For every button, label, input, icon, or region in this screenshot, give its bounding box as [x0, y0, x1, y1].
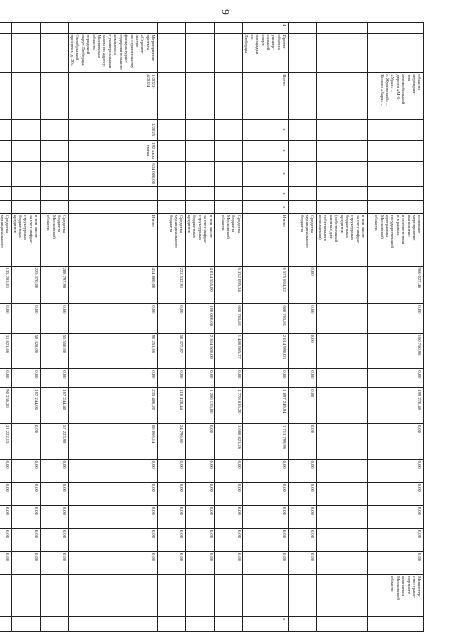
table-cell — [316, 161, 367, 186]
table-row — [185, 23, 214, 632]
table-cell — [185, 119, 214, 140]
table-cell — [316, 575, 367, 617]
table-cell — [316, 23, 367, 34]
table-cell: 1 688 823,26 — [215, 423, 243, 459]
table-cell: 167 244,40 — [40, 388, 68, 424]
table-cell — [40, 73, 68, 119]
table-cell: 31 222,15 — [0, 423, 11, 459]
table-cell — [0, 33, 11, 73]
table-cell: 0,00 — [40, 505, 68, 528]
table-cell: 118 428,44 — [157, 388, 185, 424]
table-cell: 0,00 — [69, 304, 158, 333]
table-cell — [185, 161, 214, 186]
table-cell: в том числе за счет инфра- структурных бюджетных кредитов — [11, 214, 40, 266]
table-cell: 0,00 — [243, 528, 288, 551]
table-cell — [367, 161, 423, 186]
table-cell: 1/2023- 4/2024 — [69, 73, 158, 119]
table-cell: 0,00 — [288, 528, 316, 551]
table-cell — [185, 73, 214, 119]
table-cell: 0,00 — [243, 482, 288, 505]
table-cell — [11, 161, 40, 186]
table-cell — [367, 23, 423, 34]
table-cell — [157, 23, 185, 34]
table-cell: 0,00 — [11, 369, 40, 388]
table-cell — [243, 575, 288, 617]
table-cell — [288, 201, 316, 214]
table-cell: 100 000,00 — [185, 304, 214, 333]
table-cell: 0,00 — [69, 552, 158, 575]
table-cell: 0,00 — [157, 528, 185, 551]
table-cell: 0,00 — [215, 528, 243, 551]
table-cell: Средства муниципального — [0, 214, 11, 266]
table-cell — [0, 186, 11, 201]
table-row — [69, 23, 158, 632]
table-cell — [316, 333, 367, 369]
table-row — [0, 23, 11, 632]
table-cell: 0,00 — [215, 369, 243, 388]
table-cell: 57 223,98 — [40, 423, 68, 459]
table-cell: 0,00 — [11, 459, 40, 482]
table-cell — [11, 201, 40, 214]
table-cell: 199 270,48 — [367, 388, 423, 424]
table-cell: 0,00 — [69, 459, 158, 482]
table-cell: 0,00 — [367, 423, 423, 459]
table-cell: 235 480,20 — [69, 388, 158, 424]
table-cell: 0,00 — [157, 482, 185, 505]
table-cell — [316, 33, 367, 73]
table-cell: 0,00 — [185, 552, 214, 575]
table-cell: 55 550,00 — [40, 333, 68, 369]
table-cell — [11, 575, 40, 617]
table-cell — [367, 617, 423, 632]
table-cell: 0,00 — [11, 505, 40, 528]
table-cell: 0,00 — [40, 459, 68, 482]
table-cell: 0,00 — [157, 369, 185, 388]
table-cell — [69, 617, 158, 632]
table-row — [40, 23, 68, 632]
table-cell — [11, 119, 40, 140]
table-cell: 1/2025 — [69, 119, 158, 140]
table-cell — [0, 73, 11, 119]
table-cell: 0,00 — [11, 304, 40, 333]
table-cell: Средства муниципального бюджета — [157, 214, 185, 266]
table-cell — [215, 575, 243, 617]
table-cell: 600 765,81 — [243, 304, 288, 333]
table-cell — [316, 119, 367, 140]
table-cell: 0,00 — [288, 482, 316, 505]
table-cell — [157, 140, 185, 161]
table-cell — [185, 140, 214, 161]
table-cell: 0,00 — [367, 369, 423, 388]
table-cell — [215, 119, 243, 140]
table-cell: Средства бюджета Московской области — [40, 214, 68, 266]
table-cell: 0,00 — [185, 369, 214, 388]
table-row — [367, 23, 423, 632]
table-cell: 0,00 — [288, 304, 316, 333]
table-cell: 0,00 — [157, 505, 185, 528]
table-row — [215, 23, 243, 632]
table-cell — [316, 73, 367, 119]
table-cell: 192 кв.м смена — [69, 140, 158, 161]
table-row — [11, 23, 40, 632]
table-cell — [157, 33, 185, 73]
table-cell: 0,00 — [288, 505, 316, 528]
table-cell: 0,00 — [215, 482, 243, 505]
table-cell: 0,00 — [0, 369, 11, 388]
table-cell: 167 244,00 — [11, 388, 40, 424]
rotated-table-container — [0, 22, 424, 632]
table-cell: х — [243, 119, 288, 140]
table-cell — [69, 575, 158, 617]
table-cell: 90 236,20 — [0, 388, 11, 424]
table-cell: 31 823,66 — [0, 333, 11, 369]
table-cell — [316, 423, 367, 459]
table-cell: 88 066,14 — [69, 423, 158, 459]
table-row — [243, 23, 288, 632]
table-cell: 0,00 — [157, 552, 185, 575]
table-cell: 0,00 — [185, 459, 214, 482]
table-cell: 1 713 799,96 — [243, 423, 288, 459]
table-cell — [40, 23, 68, 34]
table-cell: 414 800,00 — [69, 266, 158, 304]
table-row — [316, 23, 367, 632]
table-cell — [215, 73, 243, 119]
table-cell: 6 352 095,34 — [215, 266, 243, 304]
table-cell: 90 253,66 — [69, 333, 158, 369]
table-cell — [316, 186, 367, 201]
table-cell: 4 — [243, 23, 288, 34]
table-cell: 0,00 — [69, 528, 158, 551]
table-cell: 0,00 — [69, 369, 158, 388]
table-cell: 0,00 — [215, 459, 243, 482]
table-cell: 0,00 — [157, 459, 185, 482]
page-number: 9 — [218, 9, 231, 15]
table-cell — [288, 140, 316, 161]
table-cell: 135 283,01 — [0, 266, 11, 304]
table-cell: 1 488 985,77 — [215, 333, 243, 369]
table-cell: 0,00 — [11, 552, 40, 575]
table-cell — [367, 140, 423, 161]
table-cell: 0,00 — [40, 304, 68, 333]
table-cell: 0,00 — [40, 369, 68, 388]
table-cell: х — [243, 140, 288, 161]
budget-table — [0, 22, 424, 632]
table-cell: Министер- ство транс- портного комплекса Московской области — [367, 575, 423, 617]
table-cell — [157, 201, 185, 214]
table-cell: 0,00 — [0, 482, 11, 505]
table-cell: 0,00 — [367, 552, 423, 575]
table-cell: х — [243, 161, 288, 186]
table-cell: 0,00 — [0, 552, 11, 575]
table-cell: 2 304 500,00 — [185, 333, 214, 369]
table-cell: 0,00 — [243, 505, 288, 528]
table-row — [288, 23, 316, 632]
table-cell: 0,00 — [367, 304, 423, 333]
table-cell: 1 280 135,00 — [185, 388, 214, 424]
table-cell: 0,00 — [11, 528, 40, 551]
table-cell — [40, 161, 68, 186]
table-row — [157, 23, 185, 632]
table-cell: 0,00 — [288, 552, 316, 575]
table-cell: 0,00 — [288, 388, 316, 424]
table-cell — [185, 575, 214, 617]
document-sheet — [0, 22, 424, 632]
table-cell — [11, 617, 40, 632]
table-cell: Средства бюджета Московской области — [215, 214, 243, 266]
table-cell: Проект объекта универ- сальной спорт. площадки г.о. Люберцы — [243, 33, 288, 73]
table-cell: 0,00 — [185, 528, 214, 551]
table-cell — [288, 617, 316, 632]
table-cell — [316, 459, 367, 482]
table-cell — [288, 161, 316, 186]
table-cell: 225 370,00 — [11, 266, 40, 304]
table-cell — [367, 201, 423, 214]
table-cell — [288, 119, 316, 140]
table-cell: Мероприятие проекта «Строите- льство по строительству физкультурно- оздоровительного комплекса с универсальным залом по адресу: Московская область, городской округ Люберцы, Октябрьский проспект, д. 20» — [69, 33, 158, 73]
table-cell: 0,00 — [243, 459, 288, 482]
table-cell: 0,00 — [288, 333, 316, 369]
table-cell: 0,00 — [288, 423, 316, 459]
table-cell — [157, 161, 185, 186]
table-cell: 0,00 — [185, 505, 214, 528]
table-cell — [215, 186, 243, 201]
table-cell — [0, 201, 11, 214]
table-cell — [0, 140, 11, 161]
table-cell — [367, 186, 423, 201]
table-cell: 0,00 — [0, 505, 11, 528]
table-cell: 634 000,00 — [69, 161, 158, 186]
table-cell — [288, 73, 316, 119]
table-cell: в том числе за счет инфра- структурных бюджетных кредитов — [185, 214, 214, 266]
table-cell — [316, 528, 367, 551]
table-cell: 24 796,60 — [157, 423, 185, 459]
table-cell: 0,00 — [69, 482, 158, 505]
table-cell — [157, 617, 185, 632]
table-cell: х — [243, 617, 288, 632]
table-cell — [157, 186, 185, 201]
table-cell — [185, 617, 214, 632]
table-cell — [215, 201, 243, 214]
table-cell — [316, 482, 367, 505]
table-cell: 0,00 — [40, 528, 68, 551]
table-cell: 50 377,87 — [157, 333, 185, 369]
table-cell — [367, 119, 423, 140]
table-cell: 0,00 — [367, 459, 423, 482]
table-cell — [0, 119, 11, 140]
table-cell: 1 897 249,94 — [243, 388, 288, 424]
table-cell: 0,00 — [0, 304, 11, 333]
table-cell — [288, 575, 316, 617]
table-cell — [316, 140, 367, 161]
table-cell: 600 765,81 — [215, 304, 243, 333]
table-cell: 0,00 — [288, 369, 316, 388]
table-cell: 0,00 — [243, 369, 288, 388]
table-cell: 288 797,98 — [40, 266, 68, 304]
table-cell — [288, 186, 316, 201]
table-cell — [185, 23, 214, 34]
table-cell — [11, 23, 40, 34]
table-cell — [69, 186, 158, 201]
table-cell — [40, 201, 68, 214]
table-cell: 0,00 — [367, 505, 423, 528]
table-cell: 1 778 816,20 — [215, 388, 243, 424]
table-cell — [40, 140, 68, 161]
table-cell: 2 014 990,03 — [243, 333, 288, 369]
table-cell — [69, 201, 158, 214]
table-cell — [0, 617, 11, 632]
table-cell: 960 027,46 — [367, 266, 423, 304]
table-cell: Всего — [243, 73, 288, 119]
table-cell — [40, 575, 68, 617]
table-cell — [215, 33, 243, 73]
table-cell — [288, 23, 316, 34]
table-cell — [0, 575, 11, 617]
table-cell — [0, 161, 11, 186]
table-cell: 0,00 — [215, 505, 243, 528]
table-cell — [367, 33, 423, 73]
table-cell — [288, 33, 316, 73]
table-cell: 0,00 — [40, 552, 68, 575]
table-cell — [40, 119, 68, 140]
table-cell: 58 328,00 — [11, 333, 40, 369]
table-cell: х — [243, 186, 288, 201]
table-cell — [215, 140, 243, 161]
table-cell: 0,00 — [288, 459, 316, 482]
table-cell: Итого — [69, 214, 158, 266]
table-cell: 0,00 — [243, 552, 288, 575]
table-cell: 4 014 555,00 — [185, 266, 214, 304]
table-cell — [157, 119, 185, 140]
table-cell: 0,00 — [215, 552, 243, 575]
table-cell: 0,00 — [0, 528, 11, 551]
table-cell — [69, 23, 158, 34]
table-cell — [185, 186, 214, 201]
table-cell — [215, 161, 243, 186]
table-cell: 0,00 — [157, 304, 185, 333]
table-cell — [157, 575, 185, 617]
table-cell — [215, 23, 243, 34]
table-cell — [316, 617, 367, 632]
table-cell — [157, 73, 185, 119]
table-cell — [215, 617, 243, 632]
table-cell — [316, 505, 367, 528]
table-cell — [185, 201, 214, 214]
table-cell: Итого — [243, 214, 288, 266]
table-cell — [40, 617, 68, 632]
table-cell: области мероприя- тия автомобильной дороги «М-5 «Урал» – г. Жуковский» – Колхоз «Заря» – — [367, 73, 423, 119]
table-cell: 0,00 — [185, 482, 214, 505]
table-cell — [316, 266, 367, 304]
table-cell — [316, 304, 367, 333]
table-cell — [185, 33, 214, 73]
table-cell: 160 750,98 — [367, 333, 423, 369]
table-cell: 223 532,91 — [157, 266, 185, 304]
table-cell: 0,00 — [40, 482, 68, 505]
table-cell: 0,00 — [11, 482, 40, 505]
table-cell — [316, 201, 367, 214]
table-cell: 6 575 694,32 — [243, 266, 288, 304]
table-cell: х — [243, 201, 288, 214]
table-cell: Средства муниципального бюджета — [288, 214, 316, 266]
table-cell: основное мероприятие выполнено в соответствии и в рамках государственной программы Московской области — [367, 214, 423, 266]
table-cell — [316, 552, 367, 575]
table-cell — [11, 73, 40, 119]
table-cell — [40, 33, 68, 73]
table-cell — [0, 23, 11, 34]
table-cell: 0,00 — [0, 459, 11, 482]
table-cell: 0,00 — [288, 266, 316, 304]
table-cell: 0,00 — [69, 505, 158, 528]
table-cell: 0,00 — [11, 423, 40, 459]
table-cell — [316, 369, 367, 388]
table-cell: 0,00 — [185, 423, 214, 459]
table-cell: в том числе за счет инфра- структурных бюджетных кредитов (собственный капитал для собственного исполнения) — [316, 214, 367, 266]
table-cell — [40, 186, 68, 201]
table-cell — [316, 388, 367, 424]
table-cell — [11, 33, 40, 73]
table-cell — [11, 140, 40, 161]
table-cell: 0,00 — [367, 482, 423, 505]
table-cell — [11, 186, 40, 201]
table-cell: 0,00 — [367, 528, 423, 551]
